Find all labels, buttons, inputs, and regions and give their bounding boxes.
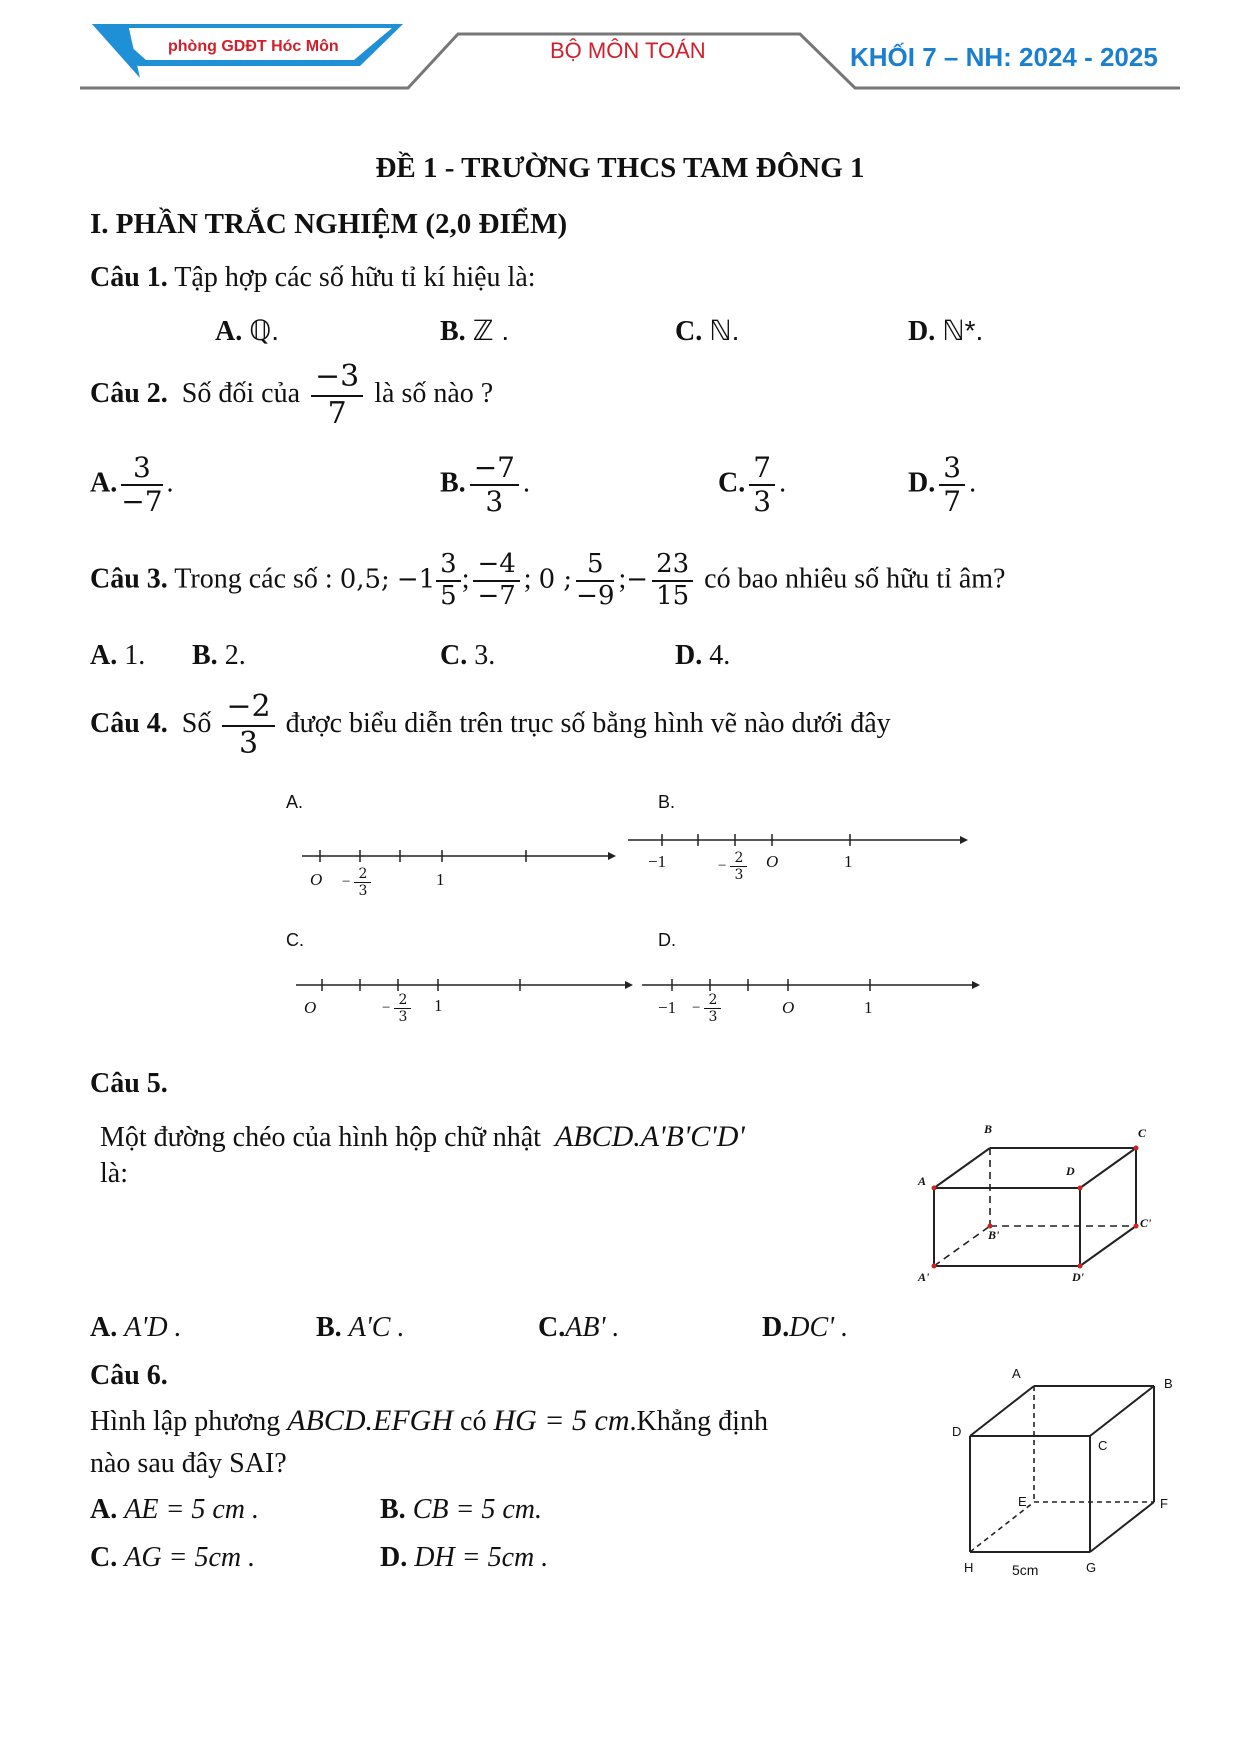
q4-frac	[222, 690, 274, 761]
q1-a-key: A.	[215, 316, 243, 347]
q3-d-val: 4.	[709, 640, 731, 671]
fig-c-mark-num: 2	[394, 992, 411, 1009]
q3-num-d: 0 ;	[538, 564, 573, 595]
axis-b-arrow	[960, 836, 968, 844]
q1-c-key: C.	[675, 316, 703, 347]
q3-option-c	[440, 640, 495, 672]
q2-a-frac	[121, 452, 162, 518]
q2-b-num: −7	[470, 452, 519, 486]
cube-vertex-h: H	[964, 1560, 974, 1575]
q3-num-c	[473, 550, 519, 612]
q1-option-a	[215, 314, 279, 348]
q1-label: Câu 1.	[90, 262, 168, 293]
q2-b-den: 3	[485, 485, 504, 519]
cube-vertex-b: B	[1164, 1376, 1173, 1391]
q1-a-val: ℚ.	[249, 315, 280, 346]
cuboid-vertex-c-prime: C'	[1140, 1216, 1152, 1230]
fig-c-one: 1	[434, 996, 443, 1015]
q5-d-val: DC' .	[789, 1312, 849, 1343]
q3-option-d	[675, 640, 730, 672]
q1-c-val: ℕ.	[709, 315, 740, 346]
q3-b-den: 5	[440, 580, 457, 611]
cuboid-vertex-d: D	[1066, 1164, 1075, 1178]
q3-c-val: 3.	[474, 640, 496, 671]
q3-e-den: −9	[576, 580, 615, 611]
q6-d-val: DH = 5cm .	[414, 1542, 549, 1573]
q6-option-a	[90, 1494, 259, 1526]
q6-c-val: AG = 5cm .	[124, 1542, 256, 1573]
q5-option-d	[762, 1312, 848, 1344]
cube-vertex-f: F	[1160, 1496, 1168, 1511]
q2-option-d: D. $\frac{3}{7}$ .	[908, 451, 977, 519]
q6-d-key: D.	[380, 1542, 408, 1573]
q6-text-c: .Khẳng định	[629, 1406, 768, 1437]
q6-b-val: CB = 5 cm.	[412, 1494, 543, 1525]
q2-label: Câu 2.	[90, 377, 168, 409]
q6-given: HG = 5 cm	[493, 1404, 630, 1437]
q6-label: Câu 6.	[90, 1360, 168, 1391]
fig-b-one: 1	[844, 852, 853, 871]
question-1	[90, 262, 536, 294]
question-4	[90, 690, 891, 761]
q1-option-b	[440, 314, 509, 348]
fig-c-mark: − $\frac{2}{3}$	[382, 992, 415, 1025]
q3-e-num: 5	[576, 550, 614, 582]
fig-d-neg1: −1	[658, 998, 677, 1017]
q3-f-num: 23	[652, 550, 693, 582]
q2-option-b: B. $\frac{-7}{3}$ .	[440, 451, 530, 519]
q5-text-b: là:	[100, 1158, 128, 1189]
question-2	[90, 360, 493, 431]
q3-b-val: 2.	[224, 640, 246, 671]
q3-d-key: D.	[675, 640, 703, 671]
axis-a-arrow	[608, 852, 616, 860]
cube-figure	[946, 1366, 1186, 1586]
q6-c-key: C.	[90, 1542, 118, 1573]
q5-b-key: B.	[316, 1312, 342, 1343]
cube-edge-label: 5cm	[1012, 1562, 1039, 1578]
fig-b-mark-num: 2	[730, 850, 747, 867]
q5-option-c	[538, 1312, 619, 1344]
fig-a-mark-den: 3	[358, 883, 368, 900]
q2-text-b: là số nào ?	[374, 377, 494, 409]
q2-c-den: 3	[753, 485, 772, 519]
fig-a-origin: O	[310, 870, 323, 889]
q3-option-b	[192, 640, 246, 672]
fig-d-mark: − $\frac{2}{3}$	[692, 992, 725, 1025]
q3-num-f-pre: −	[626, 564, 649, 595]
q3-num-e	[576, 550, 614, 612]
q6-text	[90, 1404, 768, 1438]
q3-a-val: 1.	[124, 640, 146, 671]
q3-b-key: B.	[192, 640, 218, 671]
fig-c-origin: O	[304, 998, 317, 1017]
section-heading: I. PHẦN TRẮC NGHIỆM (2,0 ĐIỂM)	[90, 208, 568, 240]
q4-text-a: Số	[181, 707, 212, 739]
q2-d-key: D.	[908, 467, 936, 499]
q2-d-frac	[939, 452, 965, 518]
q3-c-den: −7	[477, 580, 516, 611]
q5-solid: ABCD.A'B'C'D'	[554, 1120, 745, 1153]
fig-b-origin: O	[766, 852, 779, 871]
fig-d-mark-den: 3	[708, 1009, 718, 1026]
q5-option-b	[316, 1312, 404, 1344]
q5-c-val: AB' .	[565, 1312, 620, 1343]
q2-frac	[311, 360, 363, 431]
cube-vertex-g: G	[1086, 1560, 1097, 1575]
q3-num-b	[436, 550, 461, 612]
q5-text-a: Một đường chéo của hình hộp chữ nhật	[100, 1122, 541, 1153]
q1-option-d	[908, 314, 983, 348]
q2-c-num: 7	[749, 452, 775, 486]
brand-text: phòng GDĐT Hóc Môn	[168, 38, 339, 55]
cube-vertex-a: A	[1012, 1366, 1021, 1381]
cube-svg	[946, 1366, 1186, 1586]
q6-b-key: B.	[380, 1494, 406, 1525]
cuboid-vertex-a: A	[918, 1174, 927, 1188]
subject-text: BỘ MÔN TOÁN	[550, 38, 706, 63]
page-header	[0, 0, 1240, 100]
q2-c-key: C.	[718, 467, 746, 499]
cuboid-vertex-c: C	[1138, 1126, 1147, 1140]
fig-a-mark-num: 2	[354, 866, 371, 883]
q2-option-c: C. $\frac{7}{3}$ .	[718, 451, 787, 519]
q6-option-c	[90, 1542, 255, 1574]
q3-f-den: 15	[656, 580, 690, 611]
q3-b-num: 3	[436, 550, 461, 582]
fig-a-one: 1	[436, 870, 445, 889]
q3-num-a: 0,5;	[339, 564, 390, 595]
cube-vertex-c: C	[1098, 1438, 1108, 1453]
cube-vertex-e: E	[1018, 1494, 1027, 1509]
q6-text-d: nào sau đây SAI?	[90, 1448, 287, 1479]
q2-b-frac	[470, 452, 519, 518]
q3-num-f	[652, 550, 693, 612]
fig-a-label: A.	[286, 792, 304, 812]
q3-text-b: có bao nhiêu số hữu tỉ âm?	[704, 563, 1006, 595]
number-lines-svg	[270, 780, 1000, 1050]
q6-solid: ABCD.EFGH	[287, 1404, 454, 1437]
q3-c-key: C.	[440, 640, 468, 671]
fig-b-neg1: −1	[648, 852, 667, 871]
q1-option-c	[675, 314, 739, 348]
q4-frac-den: 3	[238, 725, 259, 761]
q5-b-val: A'C .	[348, 1312, 405, 1343]
q5-label: Câu 5.	[90, 1068, 168, 1099]
q6-option-d	[380, 1542, 548, 1574]
fig-b-label: B.	[658, 792, 676, 812]
fig-d-label: D.	[658, 930, 676, 950]
q2-c-frac	[749, 452, 775, 518]
cuboid-svg	[912, 1120, 1152, 1290]
q3-option-a	[90, 640, 145, 672]
q2-option-a: A. $\frac{3}{-7}$ .	[90, 451, 174, 519]
q2-a-num: 3	[121, 452, 162, 486]
q6-text-a: Hình lập phương	[90, 1406, 281, 1437]
cuboid-vertex-d-prime: D'	[1072, 1270, 1084, 1284]
q1-text: Tập hợp các số hữu tỉ kí hiệu là:	[174, 262, 536, 293]
q2-a-den: −7	[121, 485, 163, 519]
fig-c-mark-den: 3	[398, 1009, 408, 1026]
q5-a-val: A'D .	[124, 1312, 182, 1343]
q5-text	[100, 1120, 745, 1154]
question-3: Câu 3. Trong các số : 0,5; −1 $\frac{3}{5}$ ; $\frac{-4}{-7}$ ; 0 ; $\frac{5}{-9}$ ;− $\frac{23}{15}$ có bao nhiêu số hữu tỉ âm?	[90, 549, 1006, 611]
q5-c-key: C.	[538, 1312, 566, 1343]
fig-b-mark: − $\frac{2}{3}$	[718, 850, 751, 883]
q6-a-val: AE = 5 cm .	[124, 1494, 259, 1525]
cuboid-vertex-a-prime: A'	[918, 1270, 930, 1284]
q1-d-val: ℕ*.	[942, 315, 984, 346]
axis-d-arrow	[972, 981, 980, 989]
cube-vertex-d: D	[952, 1424, 962, 1439]
cuboid-vertex-b: B	[984, 1122, 993, 1136]
fig-b-mark-den: 3	[734, 867, 744, 884]
q2-frac-num: −3	[311, 360, 363, 397]
q2-text-a: Số đối của	[181, 377, 301, 409]
fig-d-one: 1	[864, 998, 873, 1017]
q2-d-den: 7	[943, 485, 962, 519]
fig-c-label: C.	[286, 930, 304, 950]
axis-c-arrow	[625, 981, 633, 989]
q5-a-key: A.	[90, 1312, 118, 1343]
q6-a-key: A.	[90, 1494, 118, 1525]
exam-title: ĐỀ 1 - TRƯỜNG THCS TAM ĐÔNG 1	[375, 152, 865, 184]
grade-text: KHỐI 7 – NH: 2024 - 2025	[850, 42, 1158, 72]
q6-option-b	[380, 1494, 542, 1526]
fig-a-mark: − $\frac{2}{3}$	[342, 866, 375, 899]
q3-num-b-pre: −1	[396, 564, 436, 595]
q3-c-num: −4	[473, 550, 519, 582]
q4-label: Câu 4.	[90, 707, 168, 739]
q3-text-a: Trong các số :	[174, 563, 333, 595]
q2-d-num: 3	[939, 452, 965, 486]
q2-b-key: B.	[440, 467, 466, 499]
q2-frac-den: 7	[327, 395, 347, 431]
number-line-figures	[270, 780, 1000, 1050]
q4-frac-num: −2	[222, 690, 274, 727]
q6-text-b: có	[460, 1406, 487, 1437]
fig-d-mark-num: 2	[704, 992, 721, 1009]
q4-text-b: được biểu diễn trên trục số bằng hình vẽ nào dưới đây	[285, 707, 891, 739]
q1-b-key: B.	[440, 316, 466, 347]
cuboid-figure	[912, 1120, 1152, 1290]
q5-option-a	[90, 1312, 182, 1344]
q3-label: Câu 3.	[90, 563, 168, 595]
q5-d-key: D.	[762, 1312, 790, 1343]
q3-a-key: A.	[90, 640, 118, 671]
fig-d-origin: O	[782, 998, 795, 1017]
q2-a-key: A.	[90, 467, 118, 499]
q1-d-key: D.	[908, 316, 936, 347]
cuboid-vertex-b-prime: B'	[988, 1228, 1000, 1242]
q1-b-val: ℤ .	[472, 315, 510, 346]
